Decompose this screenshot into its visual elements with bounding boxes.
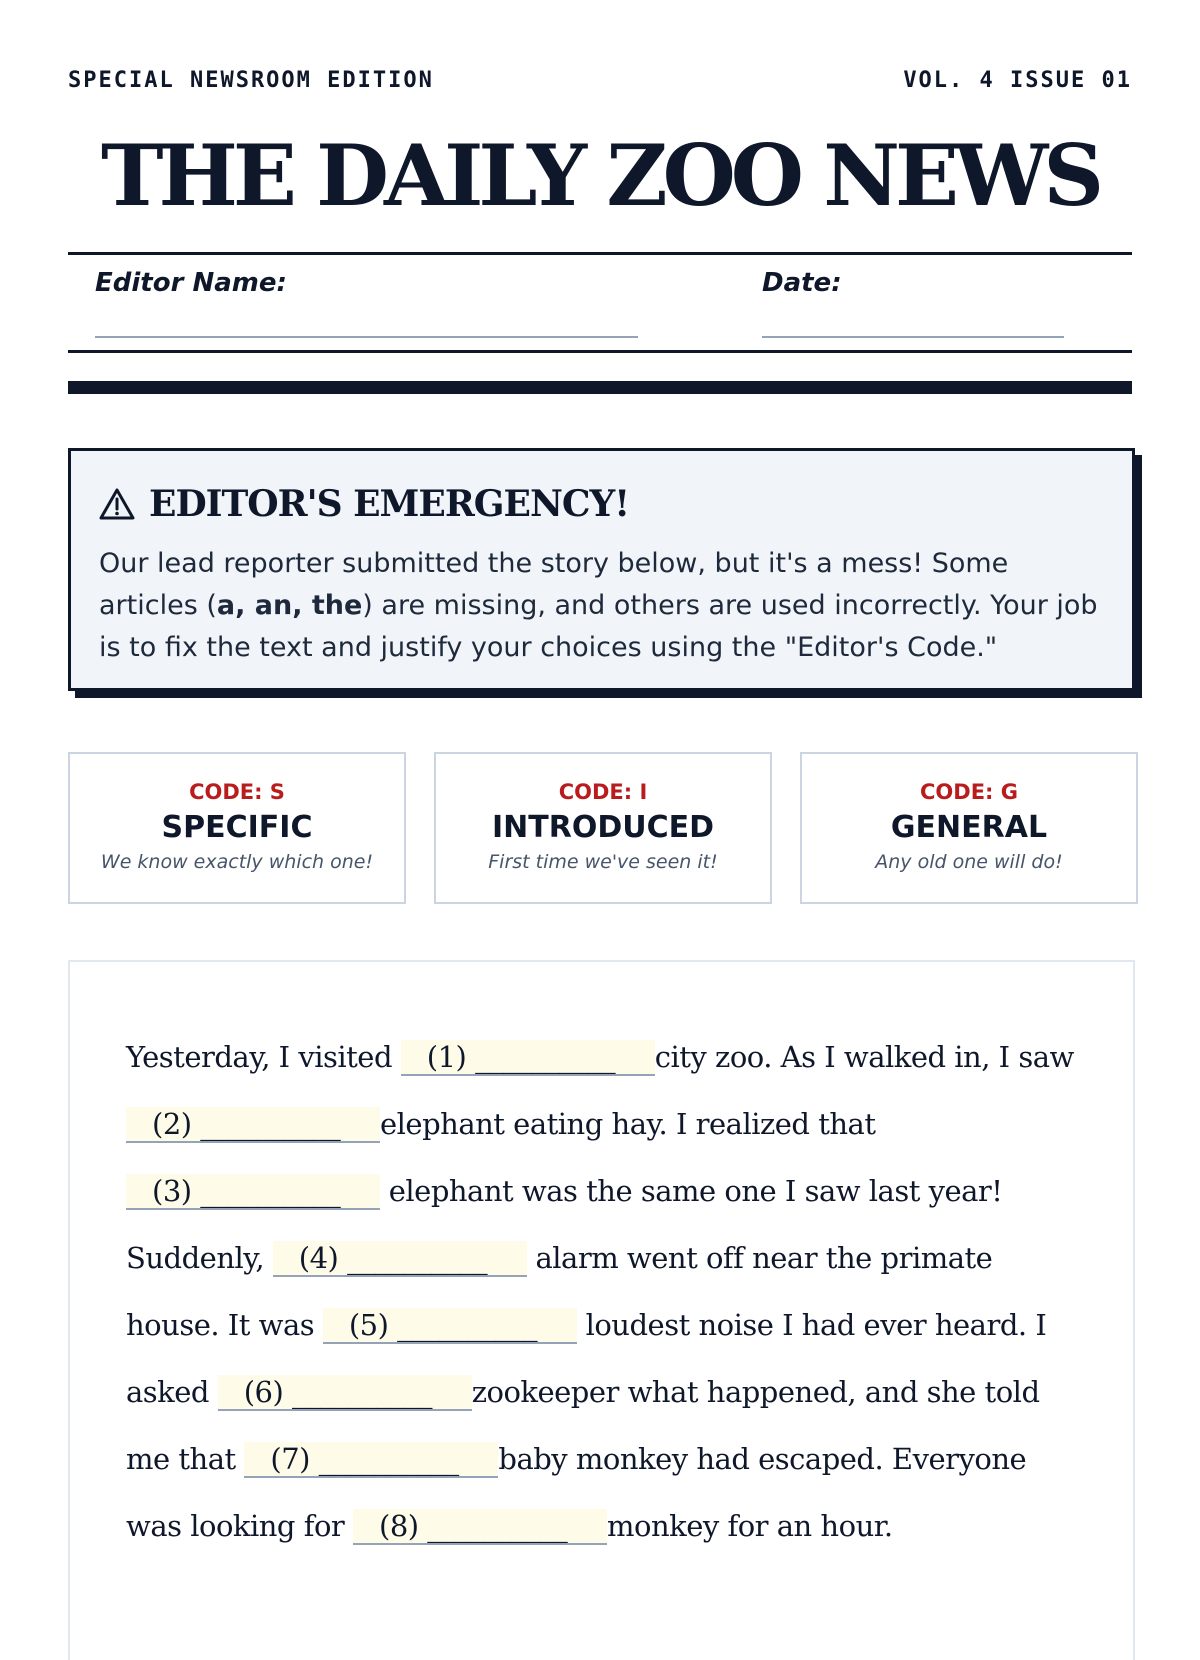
code-card-general bbox=[800, 752, 1138, 904]
blank-5[interactable]: (5) __________ bbox=[323, 1308, 577, 1344]
alert-text: Our lead reporter submitted the story below, but it's a mess! Some articles (a, an, the) are missing, and others are used incorrectly. Your job is to fix the text and justify your choices using the "Editor's Code." bbox=[99, 548, 1098, 663]
blank-4[interactable]: (4) __________ bbox=[273, 1241, 527, 1277]
divider-middle bbox=[68, 350, 1132, 353]
code-name: SPECIFIC bbox=[161, 810, 313, 845]
date-field[interactable] bbox=[762, 300, 1064, 338]
story-panel bbox=[68, 960, 1135, 1660]
code-description: We know exactly which one! bbox=[100, 851, 374, 873]
blank-3[interactable]: (3) __________ bbox=[126, 1174, 380, 1210]
volume-label: VOL. 4 ISSUE 01 bbox=[903, 68, 1132, 93]
code-card-introduced bbox=[434, 752, 772, 904]
masthead-title: THE DAILY ZOO NEWS bbox=[100, 126, 1100, 225]
code-card-specific bbox=[68, 752, 406, 904]
blank-7[interactable]: (7) __________ bbox=[244, 1442, 498, 1478]
editors-code-legend bbox=[68, 752, 1138, 904]
code-name: GENERAL bbox=[890, 810, 1048, 845]
articles-list: a, an, the bbox=[216, 590, 363, 621]
code-name: INTRODUCED bbox=[491, 810, 714, 845]
editor-name-field[interactable] bbox=[95, 300, 638, 338]
editor-name-label: Editor Name: bbox=[95, 268, 287, 298]
code-tag: CODE: G bbox=[920, 780, 1018, 804]
blank-6[interactable]: (6) __________ bbox=[218, 1375, 472, 1411]
code-tag: CODE: S bbox=[189, 780, 285, 804]
blank-2[interactable]: (2) __________ bbox=[126, 1107, 380, 1143]
code-tag: CODE: I bbox=[558, 780, 648, 804]
alert-title: EDITOR'S EMERGENCY! bbox=[149, 483, 630, 525]
alert-heading bbox=[99, 483, 1104, 525]
blank-8[interactable]: (8) __________ bbox=[353, 1509, 607, 1545]
divider-thick bbox=[68, 381, 1132, 394]
story-text: Yesterday, I visited (1) __________ city zoo. As I walked in, I saw (2) __________ elephant eating hay. I realized that (3) __________ elephant was the same one I saw last year! Suddenly, (4) __________ alarm went off near the primate house. It was (5) __________ loudest noise I had ever heard. I asked (6) __________ zookeeper what happened, and she told me that (7) __________ baby monkey had escaped. Everyone was looking for (8) __________ monkey for an hour. bbox=[126, 1040, 1074, 1543]
divider-top bbox=[68, 252, 1132, 255]
date-label: Date: bbox=[762, 268, 842, 298]
warning-icon bbox=[99, 487, 135, 521]
edition-label: SPECIAL NEWSROOM EDITION bbox=[68, 68, 434, 93]
editor-emergency-box bbox=[68, 448, 1135, 691]
code-description: First time we've seen it! bbox=[488, 851, 718, 873]
top-line bbox=[68, 68, 1132, 93]
code-description: Any old one will do! bbox=[875, 851, 1063, 873]
blank-1[interactable]: (1) __________ bbox=[401, 1040, 655, 1076]
